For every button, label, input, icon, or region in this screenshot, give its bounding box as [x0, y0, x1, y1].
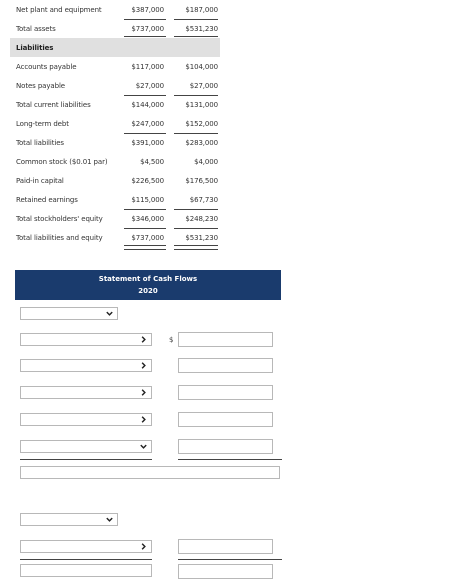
value-current-year: $737,000 [131, 25, 164, 33]
amount-input[interactable] [178, 412, 273, 427]
row-label: Total liabilities [16, 139, 64, 147]
value-prior-year: $131,000 [185, 101, 218, 109]
chevron-right-icon [139, 542, 148, 551]
row-label: Total assets [16, 25, 56, 33]
line-item-dropdown[interactable] [20, 413, 152, 426]
chevron-right-icon [139, 388, 148, 397]
line-item-dropdown[interactable] [20, 359, 152, 372]
chevron-down-icon [105, 515, 114, 524]
amount-input[interactable] [178, 539, 273, 554]
row-label: Total liabilities and equity [16, 234, 103, 242]
row-label: Total current liabilities [16, 101, 91, 109]
cash-flow-header [15, 270, 281, 300]
row-label: Common stock ($0.01 par) [16, 158, 108, 166]
amount-input[interactable] [178, 358, 273, 373]
subtotal-rule [20, 559, 152, 560]
value-prior-year: $4,000 [194, 158, 218, 166]
bs-row-accounts-payable [10, 57, 220, 76]
value-prior-year: $67,730 [189, 196, 218, 204]
value-current-year: $226,500 [131, 177, 164, 185]
cash-flow-year: 2020 [138, 287, 158, 295]
section-dropdown[interactable] [20, 513, 118, 526]
bs-row-total-current-liabilities [10, 95, 220, 114]
value-prior-year: $187,000 [185, 6, 218, 14]
amount-input[interactable] [178, 439, 273, 454]
value-prior-year: $531,230 [185, 234, 218, 242]
chevron-right-icon [139, 415, 148, 424]
subtotal-dropdown[interactable] [20, 466, 280, 479]
value-prior-year: $176,500 [185, 177, 218, 185]
bs-row-retained-earnings [10, 190, 220, 209]
bs-row-total-liabilities-equity [10, 228, 220, 247]
row-label: Notes payable [16, 82, 66, 90]
section-label: Liabilities [16, 44, 54, 52]
value-prior-year: $27,000 [189, 82, 218, 90]
value-current-year: $27,000 [135, 82, 164, 90]
value-current-year: $346,000 [131, 215, 164, 223]
chevron-right-icon [139, 361, 148, 370]
subtotal-rule [178, 559, 282, 560]
cash-flow-title: Statement of Cash Flows [98, 275, 198, 283]
value-current-year: $247,000 [131, 120, 164, 128]
row-label: Total stockholders' equity [16, 215, 103, 223]
amount-input[interactable] [178, 332, 273, 347]
section-dropdown[interactable] [20, 307, 118, 320]
line-item-dropdown[interactable] [20, 333, 152, 346]
line-item-dropdown[interactable] [20, 540, 152, 553]
currency-symbol: $ [169, 336, 174, 344]
subtotal-rule [20, 459, 152, 460]
bs-section-liabilities [10, 38, 220, 57]
value-current-year: $391,000 [131, 139, 164, 147]
amount-input[interactable] [178, 385, 273, 400]
bs-row-notes-payable [10, 76, 220, 95]
row-label: Retained earnings [16, 196, 78, 204]
double-underline [124, 245, 166, 250]
value-prior-year: $283,000 [185, 139, 218, 147]
bs-row-common-stock [10, 152, 220, 171]
value-current-year: $117,000 [131, 63, 164, 71]
subtotal-rule [178, 459, 282, 460]
value-current-year: $387,000 [131, 6, 164, 14]
chevron-right-icon [139, 335, 148, 344]
bs-row-total-assets [10, 19, 220, 38]
bs-row-net-plant [10, 0, 220, 19]
row-label: Long-term debt [16, 120, 69, 128]
value-current-year: $144,000 [131, 101, 164, 109]
bs-row-total-equity [10, 209, 220, 228]
value-prior-year: $248,230 [185, 215, 218, 223]
bs-row-long-term-debt [10, 114, 220, 133]
line-item-dropdown[interactable] [20, 564, 152, 577]
bs-row-total-liabilities [10, 133, 220, 152]
value-prior-year: $152,000 [185, 120, 218, 128]
value-prior-year: $104,000 [185, 63, 218, 71]
bs-row-paid-in-capital [10, 171, 220, 190]
chevron-down-icon [139, 442, 148, 451]
row-label: Net plant and equipment [16, 6, 102, 14]
double-underline [174, 245, 218, 250]
line-item-dropdown[interactable] [20, 440, 152, 453]
chevron-down-icon [105, 309, 114, 318]
value-current-year: $737,000 [131, 234, 164, 242]
value-current-year: $115,000 [131, 196, 164, 204]
row-label: Paid-in capital [16, 177, 64, 185]
balance-sheet [10, 0, 220, 247]
value-prior-year: $531,230 [185, 25, 218, 33]
value-current-year: $4,500 [140, 158, 164, 166]
amount-input[interactable] [178, 564, 273, 579]
line-item-dropdown[interactable] [20, 386, 152, 399]
row-label: Accounts payable [16, 63, 77, 71]
